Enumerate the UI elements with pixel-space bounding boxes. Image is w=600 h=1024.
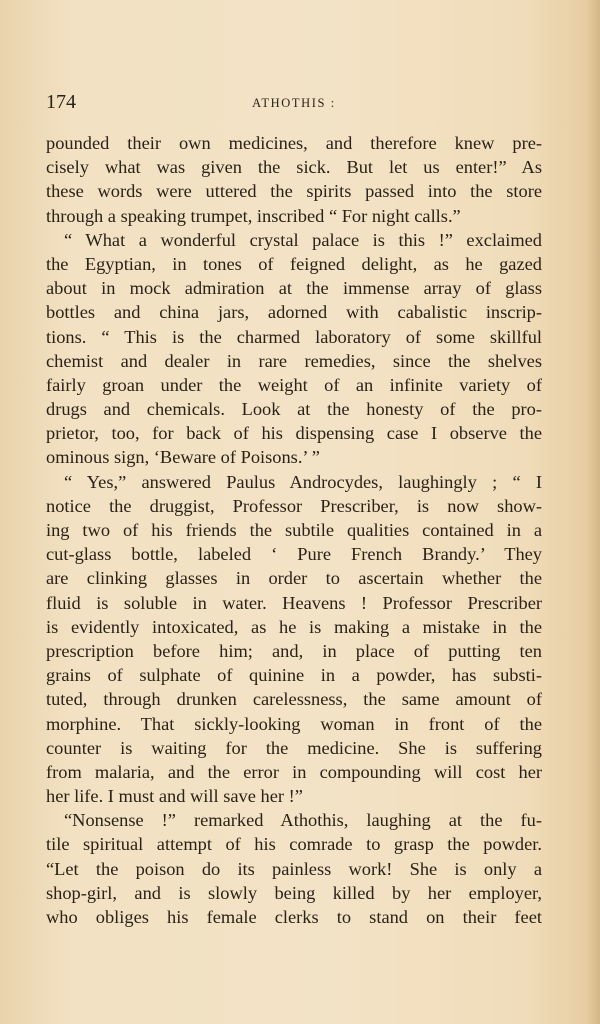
running-head: ATHOTHIS : [252,96,336,110]
text-line: fluid is soluble in water. Heavens ! Professor Prescriber [46,592,542,613]
text-line: tuted, through drunken carelessness, the same amount of [46,689,542,710]
text-line: shop-girl, and is slowly being killed by her employer, [46,882,542,903]
page-edge-shadow [586,0,600,1024]
text-line: is evidently intoxicated, as he is making a mistake in the [46,616,542,637]
body-text [46,131,542,929]
text-line: morphine. That sickly-looking woman in front of the [46,713,542,734]
text-line: “ What a wonderful crystal palace is this !” exclaimed [64,229,542,250]
text-line: ing two of his friends the subtile qualities contained in a [46,520,542,540]
text-line: her life. I must and will save her !” [46,786,303,807]
text-line: fairly groan under the weight of an infinite variety of [46,374,542,395]
text-line: tions. “ This is the charmed laboratory of some skillful [46,326,542,347]
text-line: notice the druggist, Professor Prescriber, is now show- [46,495,542,516]
text-line: “Nonsense !” remarked Athothis, laughing at the fu- [64,810,542,831]
text-line: these words were uttered the spirits passed into the store [46,181,542,202]
text-line: the Egyptian, in tones of feigned delight, as he gazed [46,253,542,274]
text-line: through a speaking trumpet, inscribed “ For night calls.” [46,205,461,226]
text-line: “Let the poison do its painless work! She is only a [46,858,542,879]
page-header [46,92,542,116]
text-line: about in mock admiration at the immense array of glass [46,278,542,299]
text-line: counter is waiting for the medicine. She is suffering [46,737,542,758]
page-number: 174 [46,91,76,113]
text-line: cisely what was given the sick. But let us enter!” As [46,157,542,178]
text-line: ominous sign, ‘Beware of Poisons.’ ” [46,447,320,468]
text-line: chemist and dealer in rare remedies, since the shelves [46,350,542,371]
text-line: prietor, too, for back of his dispensing case I observe the [46,423,542,444]
text-line: prescription before him; and, in place of putting ten [46,640,542,661]
text-line: “ Yes,” answered Paulus Androcydes, laughingly ; “ I [64,471,542,492]
text-line: cut-glass bottle, labeled ‘ Pure French Brandy.’ They [46,544,542,565]
text-line: are clinking glasses in order to ascertain whether the [46,568,542,589]
text-line: grains of sulphate of quinine in a powder, has substi- [46,665,542,686]
text-line: from malaria, and the error in compounding will cost her [46,761,542,782]
text-line: tile spiritual attempt of his comrade to grasp the powder. [46,834,542,855]
text-line: drugs and chemicals. Look at the honesty of the pro- [46,399,542,420]
text-line: bottles and china jars, adorned with cabalistic inscrip- [46,302,542,323]
text-line: pounded their own medicines, and therefore knew pre- [46,133,542,153]
text-line: who obliges his female clerks to stand on their feet [46,907,542,927]
